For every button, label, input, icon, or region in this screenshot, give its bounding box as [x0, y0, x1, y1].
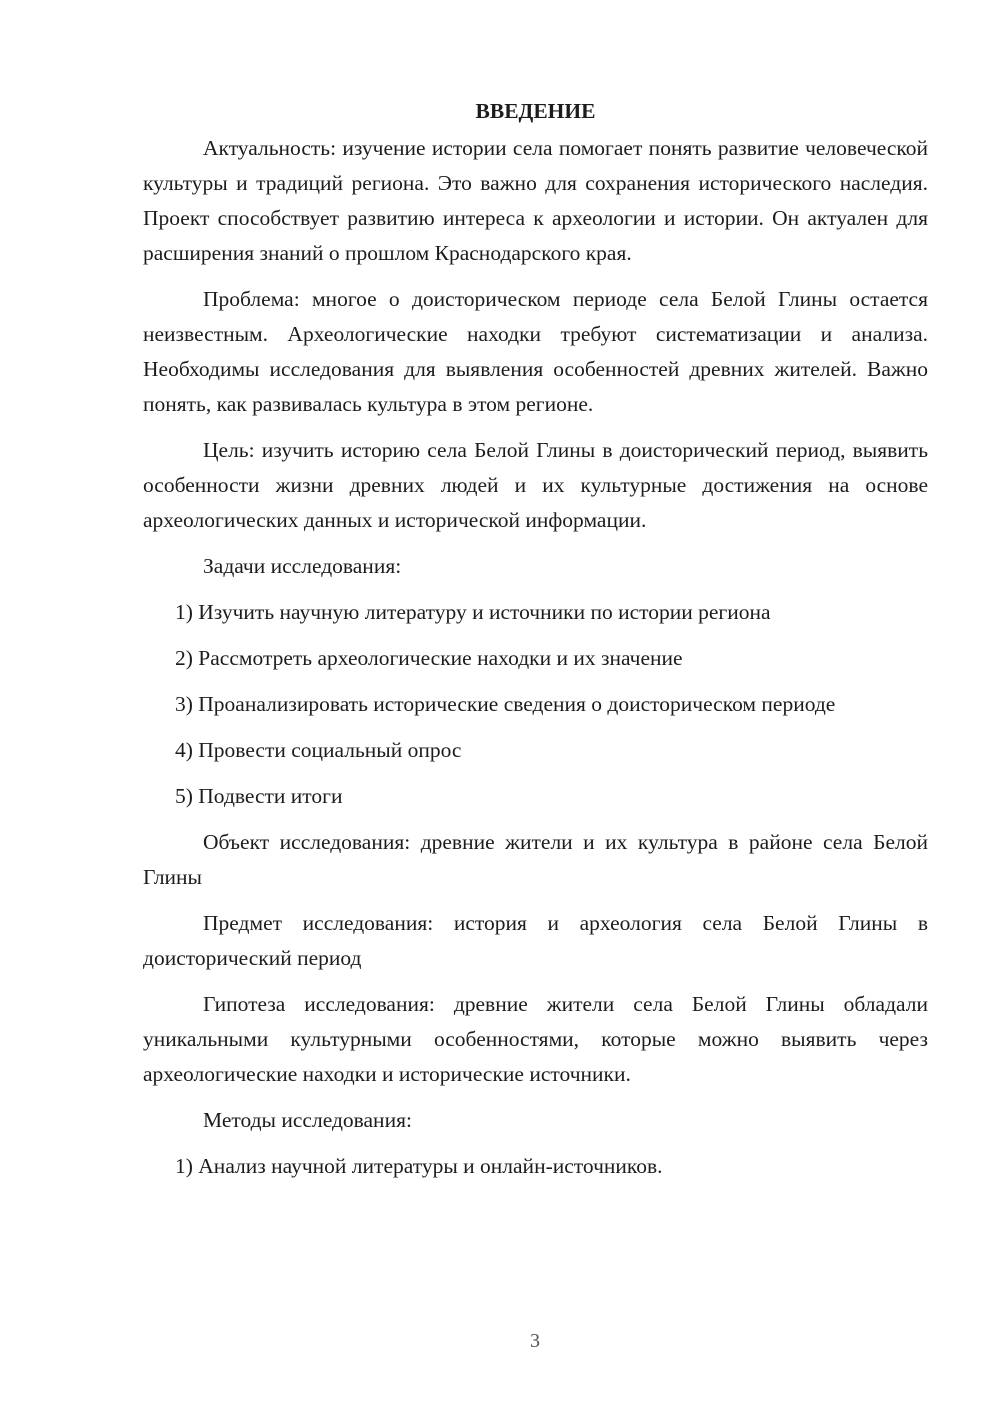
task-item: 4) Провести социальный опрос	[175, 738, 462, 762]
methods-heading: Методы исследования:	[203, 1108, 412, 1132]
document-page	[143, 96, 928, 1195]
paragraph-hypothesis: Гипотеза исследования: древние жители села Белой Глины обладали уникальными культурными особенностями, которые можно выявить через археологические находки и исторические источники.	[143, 992, 928, 1086]
task-item: 5) Подвести итоги	[175, 784, 343, 808]
paragraph-problem: Проблема: многое о доисторическом периоде села Белой Глины остается неизвестным. Археологические находки требуют систематизации и анализа. Необходимы исследования для выявления особенностей древних жителей. Важно понять, как развивалась культура в этом регионе.	[143, 287, 928, 416]
paragraph-object: Объект исследования: древние жители и их культура в районе села Белой Глины	[143, 830, 928, 889]
paragraph-subject: Предмет исследования: история и археология села Белой Глины в доисторический период	[143, 911, 928, 970]
paragraph-goal: Цель: изучить историю села Белой Глины в доисторический период, выявить особенности жизни древних людей и их культурные достижения на основе археологических данных и исторической информации.	[143, 438, 928, 532]
page-number: 3	[530, 1330, 540, 1352]
section-title: ВВЕДЕНИЕ	[475, 99, 596, 123]
task-item: 2) Рассмотреть археологические находки и их значение	[175, 646, 683, 670]
tasks-heading: Задачи исследования:	[203, 554, 402, 578]
paragraph-relevance: Актуальность: изучение истории села помогает понять развитие человеческой культуры и традиций региона. Это важно для сохранения исторического наследия. Проект способствует развитию интереса к археологии и истории. Он актуален для расширения знаний о прошлом Краснодарского края.	[143, 136, 928, 265]
task-item: 1) Изучить научную литературу и источники по истории региона	[175, 600, 771, 624]
task-item: 3) Проанализировать исторические сведения о доисторическом периоде	[175, 692, 836, 716]
method-item: 1) Анализ научной литературы и онлайн-источников.	[175, 1154, 663, 1178]
